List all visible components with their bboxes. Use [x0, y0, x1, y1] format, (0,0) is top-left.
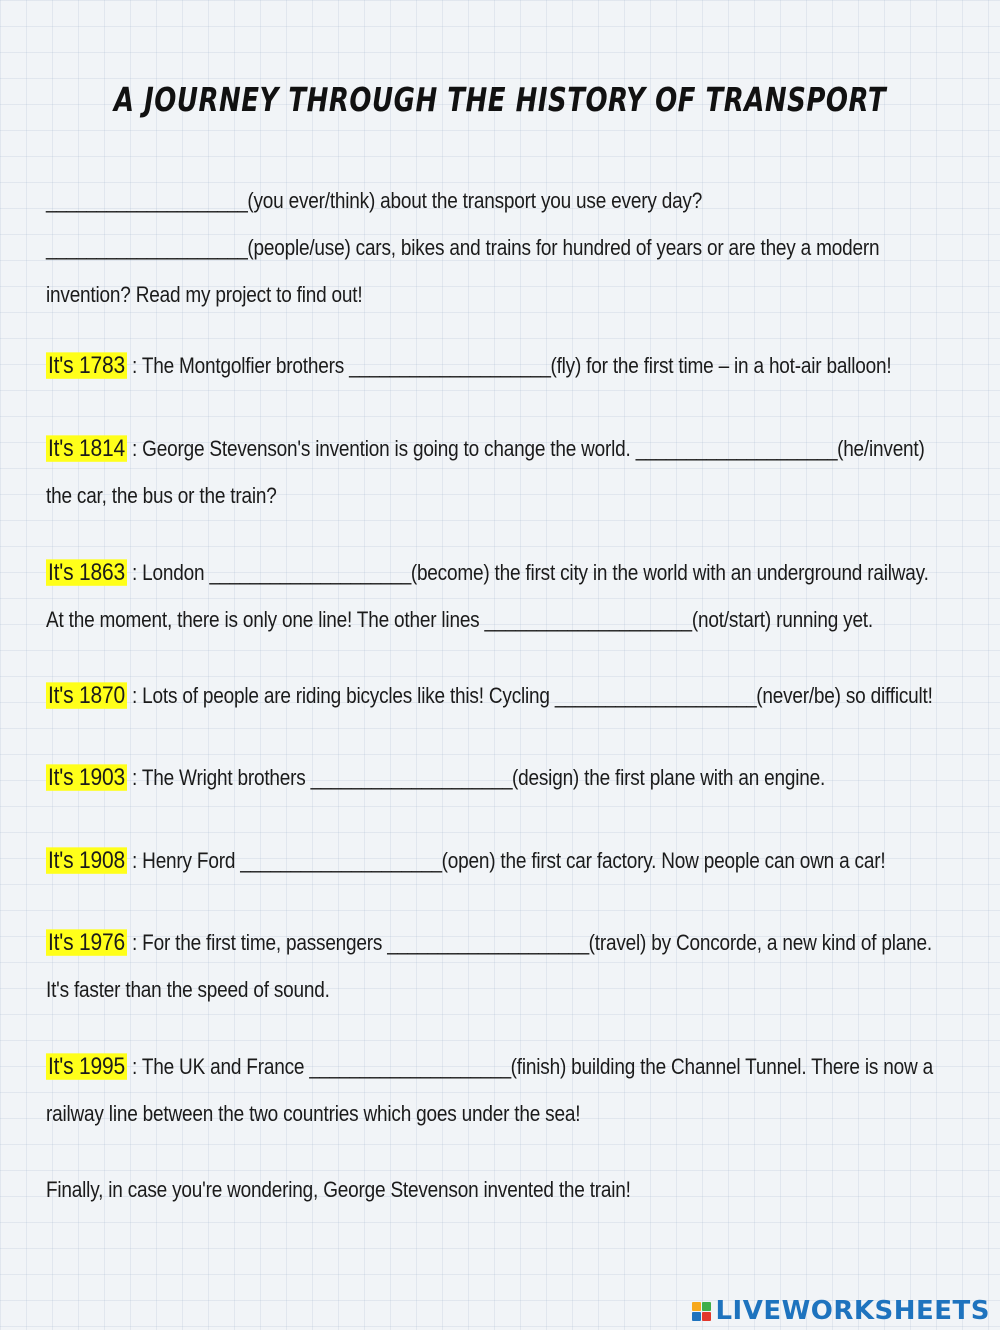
year-label-1783: It's 1783 — [48, 352, 125, 379]
entry-text-line-2: At the moment, there is only one line! The other lines ____________________(not/start) running yet. — [46, 608, 873, 633]
year-label-1863: It's 1863 — [48, 559, 125, 586]
year-label-1995: It's 1995 — [48, 1053, 125, 1080]
entry-text: : The UK and France — [126, 1055, 310, 1080]
entry-1863 — [46, 549, 976, 644]
year-label-1814: It's 1814 — [48, 435, 125, 462]
entry-1995 — [46, 1043, 976, 1138]
liveworksheets-logo[interactable] — [692, 1296, 990, 1326]
entry-text: : George Stevenson's invention is going to change the world. — [126, 437, 636, 462]
entry-1903 — [46, 754, 976, 802]
blank-1814[interactable]: ____________________ — [635, 437, 838, 462]
entry-text: : The Montgolfier brothers — [126, 354, 350, 379]
entry-text-line-2: railway line between the two countries which goes under the sea! — [46, 1102, 581, 1127]
entry-text: : For the first time, passengers — [126, 931, 388, 956]
entry-text: (design) the first plane with an engine. — [512, 766, 826, 791]
closing-text: Finally, in case you're wondering, George Stevenson invented the train! — [46, 1178, 631, 1203]
entry-1783 — [46, 342, 976, 390]
blank-1995[interactable]: ____________________ — [309, 1055, 511, 1080]
blank-1863[interactable]: ____________________ — [209, 561, 411, 586]
entry-text: : Lots of people are riding bicycles like this! Cycling — [126, 684, 555, 709]
blank-2[interactable]: ____________________ — [46, 236, 248, 261]
blank-1870[interactable]: ____________________ — [554, 684, 757, 709]
entry-text-line-2: the car, the bus or the train? — [46, 484, 277, 509]
blank-1[interactable]: ____________________ — [46, 189, 248, 214]
entry-1908 — [46, 837, 976, 885]
logo-square-1 — [692, 1302, 701, 1311]
logo-text: LIVEWORKSHEETS — [715, 1296, 990, 1326]
year-label-1870: It's 1870 — [48, 682, 125, 709]
entry-text: (travel) by Concorde, a new kind of plane. — [588, 931, 932, 956]
intro-line-3: invention? Read my project to find out! — [46, 283, 363, 308]
closing-line — [46, 1167, 976, 1214]
intro-paragraph — [46, 178, 976, 319]
logo-square-4 — [702, 1312, 711, 1321]
page-title: A JOURNEY THROUGH THE HISTORY OF TRANSPORT — [113, 82, 887, 120]
entry-text: (become) the first city in the world with an underground railway. — [410, 561, 929, 586]
intro-line-1 — [46, 178, 976, 225]
entry-text: : London — [126, 561, 210, 586]
blank-1783[interactable]: ____________________ — [349, 354, 551, 379]
entry-text-line-2: It's faster than the speed of sound. — [46, 978, 330, 1003]
entry-text: (fly) for the first time – in a hot-air balloon! — [550, 354, 892, 379]
entry-1870 — [46, 672, 976, 720]
blank-1976[interactable]: ____________________ — [387, 931, 589, 956]
logo-square-3 — [692, 1312, 701, 1321]
entry-1814 — [46, 425, 976, 520]
logo-mark-icon — [692, 1302, 711, 1321]
year-label-1976: It's 1976 — [48, 929, 125, 956]
entry-text: (open) the first car factory. Now people can own a car! — [441, 849, 886, 874]
logo-square-2 — [702, 1302, 711, 1311]
entry-1976 — [46, 919, 976, 1014]
intro-line-1-text: (you ever/think) about the transport you use every day? — [247, 189, 703, 214]
year-label-1908: It's 1908 — [48, 847, 125, 874]
entry-text: (he/invent) — [837, 437, 925, 462]
entry-text: : The Wright brothers — [126, 766, 311, 791]
blank-1903[interactable]: ____________________ — [310, 766, 513, 791]
intro-line-2-text: (people/use) cars, bikes and trains for hundred of years or are they a modern — [247, 236, 880, 261]
year-label-1903: It's 1903 — [48, 764, 125, 791]
entry-text: (never/be) so difficult! — [756, 684, 933, 709]
entry-text: (finish) building the Channel Tunnel. There is now a — [510, 1055, 933, 1080]
blank-1908[interactable]: ____________________ — [240, 849, 442, 874]
entry-text: : Henry Ford — [126, 849, 241, 874]
intro-line-2 — [46, 225, 976, 272]
